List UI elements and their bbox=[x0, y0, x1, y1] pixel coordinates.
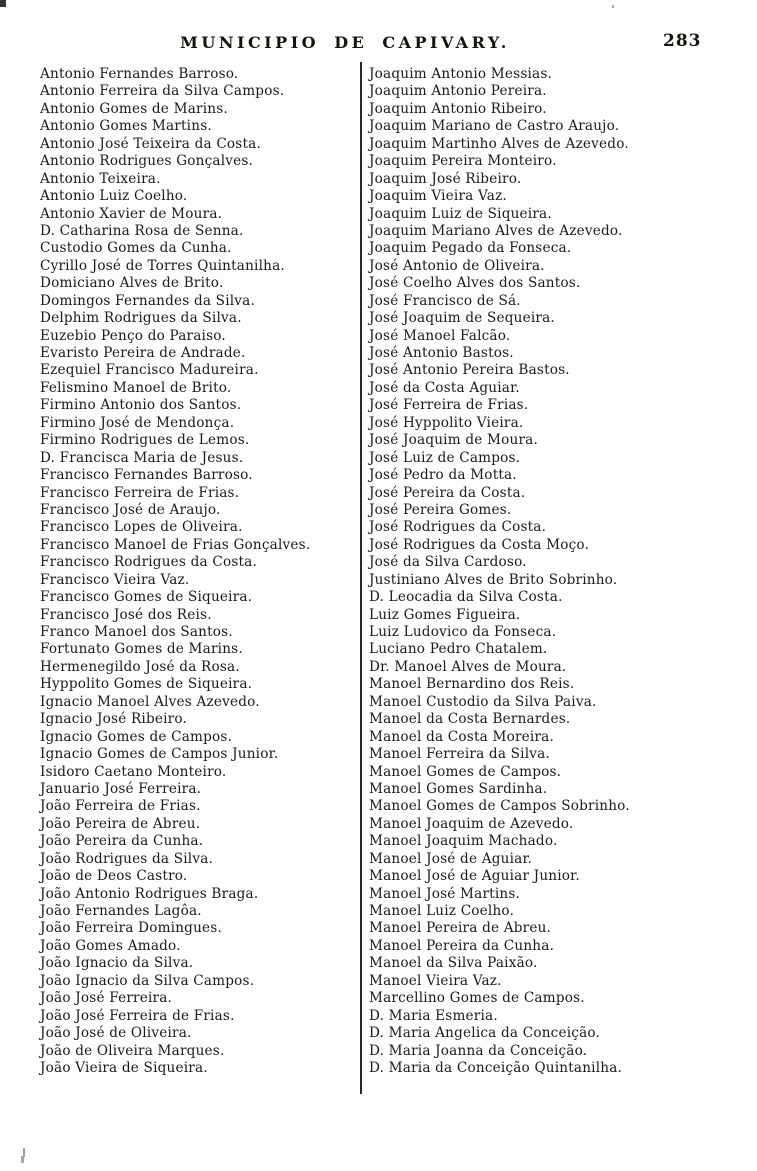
list-item: Antonio Gomes Martins. bbox=[40, 118, 212, 135]
list-item: Manoel Gomes de Campos Sobrinho. bbox=[369, 798, 630, 815]
list-item: D. Maria Angelica da Conceição. bbox=[369, 1025, 601, 1042]
list-item: Manoel Gomes Sardinha. bbox=[369, 780, 548, 797]
list-item: Joaquim Luiz de Siqueira. bbox=[369, 205, 552, 222]
list-item: Evaristo Pereira de Andrade. bbox=[40, 345, 246, 361]
list-item: Ezequiel Francisco Madureira. bbox=[40, 362, 259, 379]
list-item: Januario José Ferreira. bbox=[40, 780, 202, 797]
list-item: João Pereira da Cunha. bbox=[40, 833, 204, 850]
list-item: D. Catharina Rosa de Senna. bbox=[40, 222, 244, 239]
list-item: João Antonio Rodrigues Braga. bbox=[40, 885, 259, 902]
list-item: Antonio Gomes de Marins. bbox=[40, 100, 228, 117]
list-item: José Manoel Falcão. bbox=[369, 327, 511, 344]
list-item: José da Costa Aguiar. bbox=[369, 379, 520, 396]
list-item: Francisco Fernandes Barroso. bbox=[40, 467, 253, 484]
list-item: D. Maria da Conceição Quintanilha. bbox=[369, 1059, 623, 1076]
page-header-title: MUNICIPIO DE CAPIVARY. bbox=[180, 33, 510, 52]
list-item: Ignacio Gomes de Campos Junior. bbox=[40, 746, 279, 763]
list-item: João Ferreira de Frias. bbox=[40, 798, 201, 815]
list-item: José da Silva Cardoso. bbox=[369, 554, 527, 571]
list-item: João Ignacio da Silva. bbox=[40, 955, 194, 972]
list-item: José Coelho Alves dos Santos. bbox=[369, 275, 581, 292]
list-item: Dr. Manoel Alves de Moura. bbox=[369, 658, 567, 675]
list-item: José Pereira Gomes. bbox=[369, 501, 512, 518]
list-item: Joaquim Antonio Pereira. bbox=[369, 83, 547, 100]
scan-speck bbox=[612, 5, 614, 8]
list-item: João Ignacio da Silva Campos. bbox=[40, 972, 255, 989]
name-list-right-column bbox=[369, 66, 749, 1077]
list-item: Firmino Rodrigues de Lemos. bbox=[40, 432, 250, 449]
list-item: Manoel Vieira Vaz. bbox=[369, 972, 502, 989]
list-item: Ignacio Manoel Alves Azevedo. bbox=[40, 693, 260, 710]
list-item: Fortunato Gomes de Marins. bbox=[40, 641, 243, 658]
list-item: Manoel Bernardino dos Reis. bbox=[369, 676, 575, 693]
list-item: José Pereira da Costa. bbox=[369, 484, 526, 501]
list-item: Justiniano Alves de Brito Sobrinho. bbox=[369, 571, 618, 588]
list-item: Francisco José dos Reis. bbox=[40, 606, 212, 623]
list-item: D. Francisca Maria de Jesus. bbox=[40, 449, 244, 466]
list-item: Francisco Manoel de Frias Gonçalves. bbox=[40, 536, 311, 553]
list-item: Cyrillo José de Torres Quintanilha. bbox=[40, 257, 285, 274]
list-item: Domiciano Alves de Brito. bbox=[40, 275, 224, 292]
page-number: 283 bbox=[663, 31, 702, 51]
list-item: Manoel José de Aguiar Junior. bbox=[369, 868, 580, 885]
list-item: Manoel Joaquim de Azevedo. bbox=[369, 815, 574, 832]
list-item: João de Oliveira Marques. bbox=[40, 1042, 225, 1059]
list-item: João José de Oliveira. bbox=[40, 1025, 192, 1042]
list-item: Joaquim Pereira Monteiro. bbox=[369, 153, 557, 170]
list-item: Joaquim Vieira Vaz. bbox=[369, 188, 507, 205]
list-item: D. Leocadia da Silva Costa. bbox=[369, 589, 563, 606]
list-item: João Vieira de Siqueira. bbox=[40, 1059, 208, 1076]
scan-speck bbox=[0, 0, 6, 7]
list-item: João José Ferreira de Frias. bbox=[40, 1007, 235, 1024]
scan-speck bbox=[21, 1156, 24, 1163]
list-item: Antonio Fernandes Barroso. bbox=[40, 66, 239, 82]
list-item: João Fernandes Lagôa. bbox=[40, 903, 202, 919]
list-item: Joaquim Martinho Alves de Azevedo. bbox=[369, 135, 629, 152]
list-item: Joaquim Antonio Messias. bbox=[369, 66, 553, 82]
list-item: Firmino José de Mendonça. bbox=[40, 414, 235, 431]
list-item: João de Deos Castro. bbox=[40, 868, 188, 885]
list-item: Francisco Lopes de Oliveira. bbox=[40, 519, 243, 536]
list-item: Ignacio José Ribeiro. bbox=[40, 711, 188, 728]
list-item: Antonio Luiz Coelho. bbox=[40, 188, 188, 205]
list-item: Francisco José de Araujo. bbox=[40, 501, 221, 518]
list-item: Marcellino Gomes de Campos. bbox=[369, 990, 585, 1007]
list-item: Hyppolito Gomes de Siqueira. bbox=[40, 676, 253, 693]
list-item: José Hyppolito Vieira. bbox=[369, 414, 524, 431]
list-item: Francisco Vieira Vaz. bbox=[40, 571, 190, 588]
list-item: José Antonio Pereira Bastos. bbox=[369, 362, 570, 379]
list-item: Delphim Rodrigues da Silva. bbox=[40, 310, 242, 327]
list-item: José Ferreira de Frias. bbox=[369, 397, 529, 414]
list-item: João Gomes Amado. bbox=[40, 937, 181, 954]
list-item: José Francisco de Sá. bbox=[369, 292, 521, 309]
list-item: Joaquim Mariano Alves de Azevedo. bbox=[369, 222, 623, 239]
list-item: Firmino Antonio dos Santos. bbox=[40, 397, 242, 414]
list-item: José Antonio Bastos. bbox=[369, 345, 514, 361]
list-item: Manoel Pereira de Abreu. bbox=[369, 920, 552, 937]
list-item: Joaquim Pegado da Fonseca. bbox=[369, 240, 572, 257]
list-item: Joaquim Mariano de Castro Araujo. bbox=[369, 118, 620, 135]
list-item: D. Maria Joanna da Conceição. bbox=[369, 1042, 588, 1059]
column-divider-rule bbox=[360, 62, 362, 1094]
list-item: José Pedro da Motta. bbox=[369, 467, 517, 484]
list-item: Francisco Gomes de Siqueira. bbox=[40, 589, 253, 606]
list-item: Manoel da Silva Paixão. bbox=[369, 955, 538, 972]
list-item: João Ferreira Domingues. bbox=[40, 920, 222, 937]
list-item: Manoel Ferreira da Silva. bbox=[369, 746, 550, 763]
name-list-left-column bbox=[40, 66, 358, 1077]
list-item: João José Ferreira. bbox=[40, 990, 173, 1007]
list-item: José Rodrigues da Costa Moço. bbox=[369, 536, 590, 553]
list-item: Antonio Rodrigues Gonçalves. bbox=[40, 153, 254, 170]
list-item: Francisco Rodrigues da Costa. bbox=[40, 554, 257, 571]
list-item: Franco Manoel dos Santos. bbox=[40, 624, 233, 640]
list-item: Manoel Custodio da Silva Paiva. bbox=[369, 693, 597, 710]
list-item: Domingos Fernandes da Silva. bbox=[40, 292, 255, 309]
list-item: D. Maria Esmeria. bbox=[369, 1007, 498, 1024]
list-item: Antonio Xavier de Moura. bbox=[40, 205, 223, 222]
list-item: Manoel José Martins. bbox=[369, 885, 521, 902]
list-item: Manoel da Costa Bernardes. bbox=[369, 711, 571, 728]
list-item: Manoel Luiz Coelho. bbox=[369, 903, 515, 919]
list-item: Hermenegildo José da Rosa. bbox=[40, 658, 240, 675]
list-item: Felismino Manoel de Brito. bbox=[40, 379, 232, 396]
list-item: Ignacio Gomes de Campos. bbox=[40, 728, 233, 745]
list-item: João Rodrigues da Silva. bbox=[40, 850, 214, 867]
list-item: Euzebio Penço do Paraiso. bbox=[40, 327, 226, 344]
list-item: Antonio Teixeira. bbox=[40, 170, 161, 187]
list-item: Luiz Gomes Figueira. bbox=[369, 606, 521, 623]
list-item: José Joaquim de Moura. bbox=[369, 432, 538, 449]
list-item: Custodio Gomes da Cunha. bbox=[40, 240, 232, 257]
list-item: José Luiz de Campos. bbox=[369, 449, 521, 466]
list-item: Joaquim Antonio Ribeiro. bbox=[369, 100, 547, 117]
list-item: João Pereira de Abreu. bbox=[40, 815, 201, 832]
list-item: Manoel da Costa Moreira. bbox=[369, 728, 554, 745]
list-item: José Joaquim de Sequeira. bbox=[369, 310, 555, 327]
list-item: José Antonio de Oliveira. bbox=[369, 257, 545, 274]
list-item: Antonio Ferreira da Silva Campos. bbox=[40, 83, 285, 100]
list-item: Luiz Ludovico da Fonseca. bbox=[369, 624, 557, 640]
list-item: Manoel Gomes de Campos. bbox=[369, 763, 562, 780]
list-item: Isidoro Caetano Monteiro. bbox=[40, 763, 227, 780]
list-item: Manoel Pereira da Cunha. bbox=[369, 937, 555, 954]
list-item: Francisco Ferreira de Frias. bbox=[40, 484, 240, 501]
list-item: Joaquim José Ribeiro. bbox=[369, 170, 522, 187]
list-item: Luciano Pedro Chatalem. bbox=[369, 641, 548, 658]
list-item: José Rodrigues da Costa. bbox=[369, 519, 547, 536]
list-item: Manoel José de Aguiar. bbox=[369, 850, 533, 867]
list-item: Antonio José Teixeira da Costa. bbox=[40, 135, 261, 152]
list-item: Manoel Joaquim Machado. bbox=[369, 833, 558, 850]
